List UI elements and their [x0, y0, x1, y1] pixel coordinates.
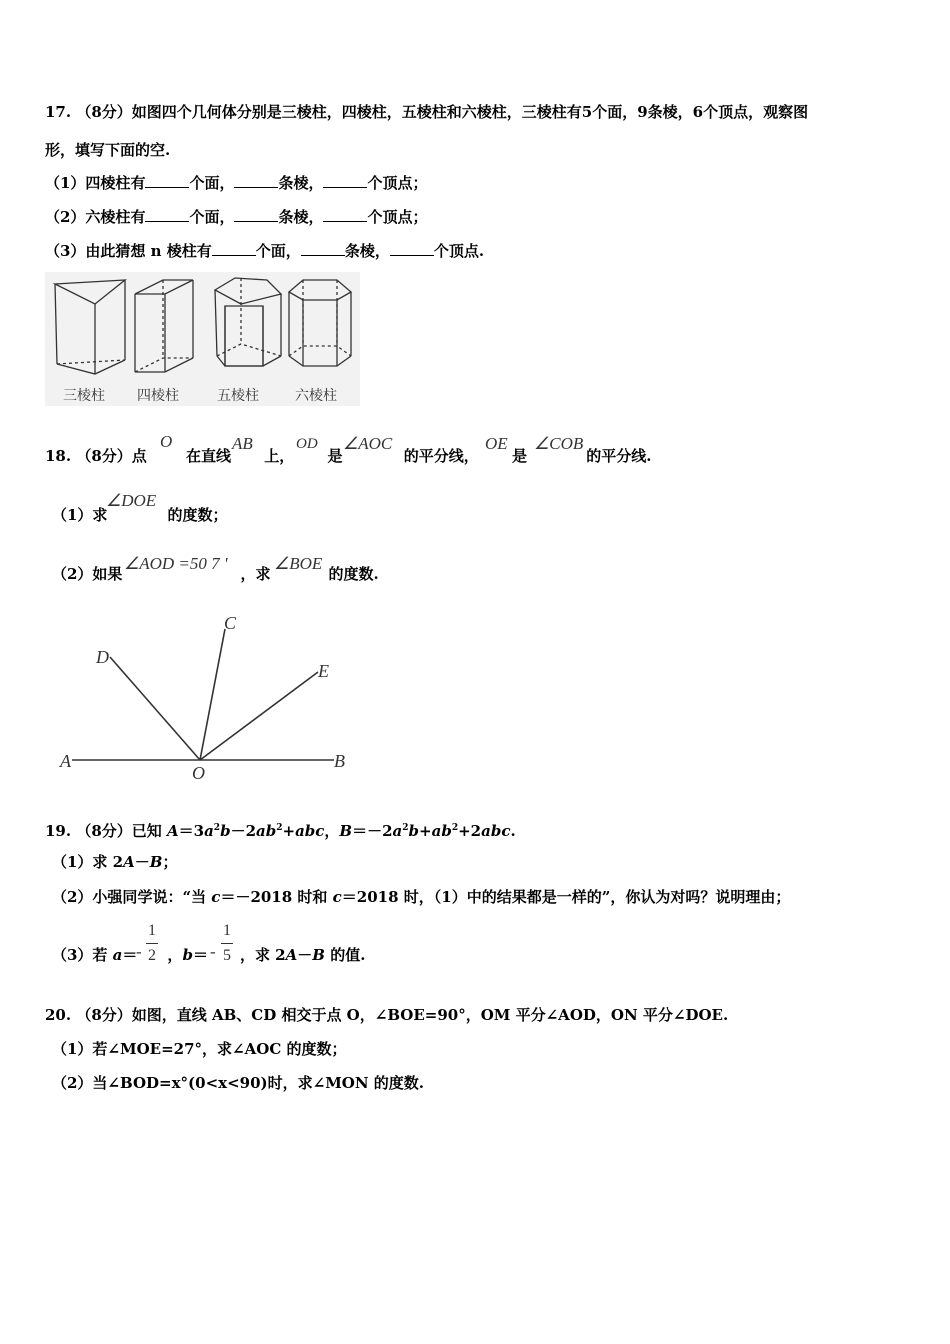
math-OE: OE: [485, 434, 508, 453]
blank: [234, 207, 278, 222]
ray-OC: [200, 629, 225, 760]
minus-sign: -: [210, 942, 216, 961]
math-angle-AOD-value: ∠AOD =50 7 ': [124, 554, 228, 573]
q17-part3: （3）由此猜想 n 棱柱有 个面， 条棱， 个顶点.: [45, 242, 485, 260]
q17-line2: 形，填写下面的空.: [45, 141, 171, 159]
q17-part2: （2）六棱柱有 个面， 条棱， 个顶点；: [45, 208, 428, 226]
q19-part1: （1）求 2A－B；: [52, 853, 178, 871]
q18-part1: （1）求 的度数；: [52, 506, 228, 524]
math-angle-AOC: ∠AOC: [343, 434, 393, 453]
blank: [323, 173, 367, 188]
ray-OE: [200, 672, 318, 760]
math-AB: AB: [232, 434, 253, 453]
q19-part2: （2）小强同学说：“当 c＝－2018 时和 c＝2018 时，（1）中的结果都是一样的”，你认为对吗？说明理由；: [52, 888, 791, 906]
q19-part3: （3）若 a＝ ，b＝ ，求 2A－B 的值.: [52, 946, 366, 964]
angle-figure: [58, 605, 358, 790]
q17-part1: （1）四棱柱有 个面， 条棱， 个顶点；: [45, 174, 428, 192]
math-O: O: [160, 432, 173, 451]
q20-line: 20. （8分）如图，直线 AB、CD 相交于点 O，∠BOE=90°，OM 平分∠AOD，ON 平分∠DOE.: [45, 1006, 729, 1024]
minus-sign: -: [136, 942, 142, 961]
q20-part1: （1）若∠MOE=27°，求∠AOC 的度数；: [52, 1040, 347, 1058]
q18-line: 18. （8分）点 在直线 上， 是 的平分线， 是 的平分线.: [45, 447, 652, 465]
blank: [390, 241, 434, 256]
label-quadrilateral-prism: 四棱柱: [137, 388, 179, 404]
math-angle-DOE: ∠DOE: [106, 491, 157, 510]
point-label-C: C: [224, 613, 237, 633]
label-pentagonal-prism: 五棱柱: [217, 388, 259, 404]
blank: [145, 207, 189, 222]
q18-part2: （2）如果 ，求 的度数.: [52, 565, 379, 583]
q17-line1: 17. （8分）如图四个几何体分别是三棱柱，四棱柱，五棱柱和六棱柱，三棱柱有5个面，9条棱，6个顶点，观察图: [45, 103, 809, 121]
blank: [301, 241, 345, 256]
point-label-O: O: [192, 763, 205, 783]
math-angle-COB: ∠COB: [534, 434, 584, 453]
label-triangular-prism: 三棱柱: [63, 388, 105, 404]
fraction-one-fifth: 1 5: [223, 922, 231, 964]
point-label-D: D: [96, 647, 109, 667]
blank: [234, 173, 278, 188]
prisms-figure: [45, 272, 360, 406]
q19-line: 19. （8分）已知 $A=3a^2b-2ab^2+abc$，$B=-2a^2b+ab^2+2abc$.: [45, 822, 516, 840]
ray-OD: [110, 657, 200, 760]
fraction-one-half: 1 2: [148, 922, 156, 964]
blank: [323, 207, 367, 222]
math-angle-BOE: ∠BOE: [274, 554, 323, 573]
blank: [212, 241, 256, 256]
point-label-E: E: [318, 661, 329, 681]
math-OD: OD: [296, 436, 318, 452]
point-label-A: A: [60, 751, 71, 771]
blank: [145, 173, 189, 188]
point-label-B: B: [334, 751, 345, 771]
label-hexagonal-prism: 六棱柱: [295, 388, 337, 404]
q20-part2: （2）当∠BOD=x°(0<x<90)时，求∠MON 的度数.: [52, 1074, 425, 1092]
